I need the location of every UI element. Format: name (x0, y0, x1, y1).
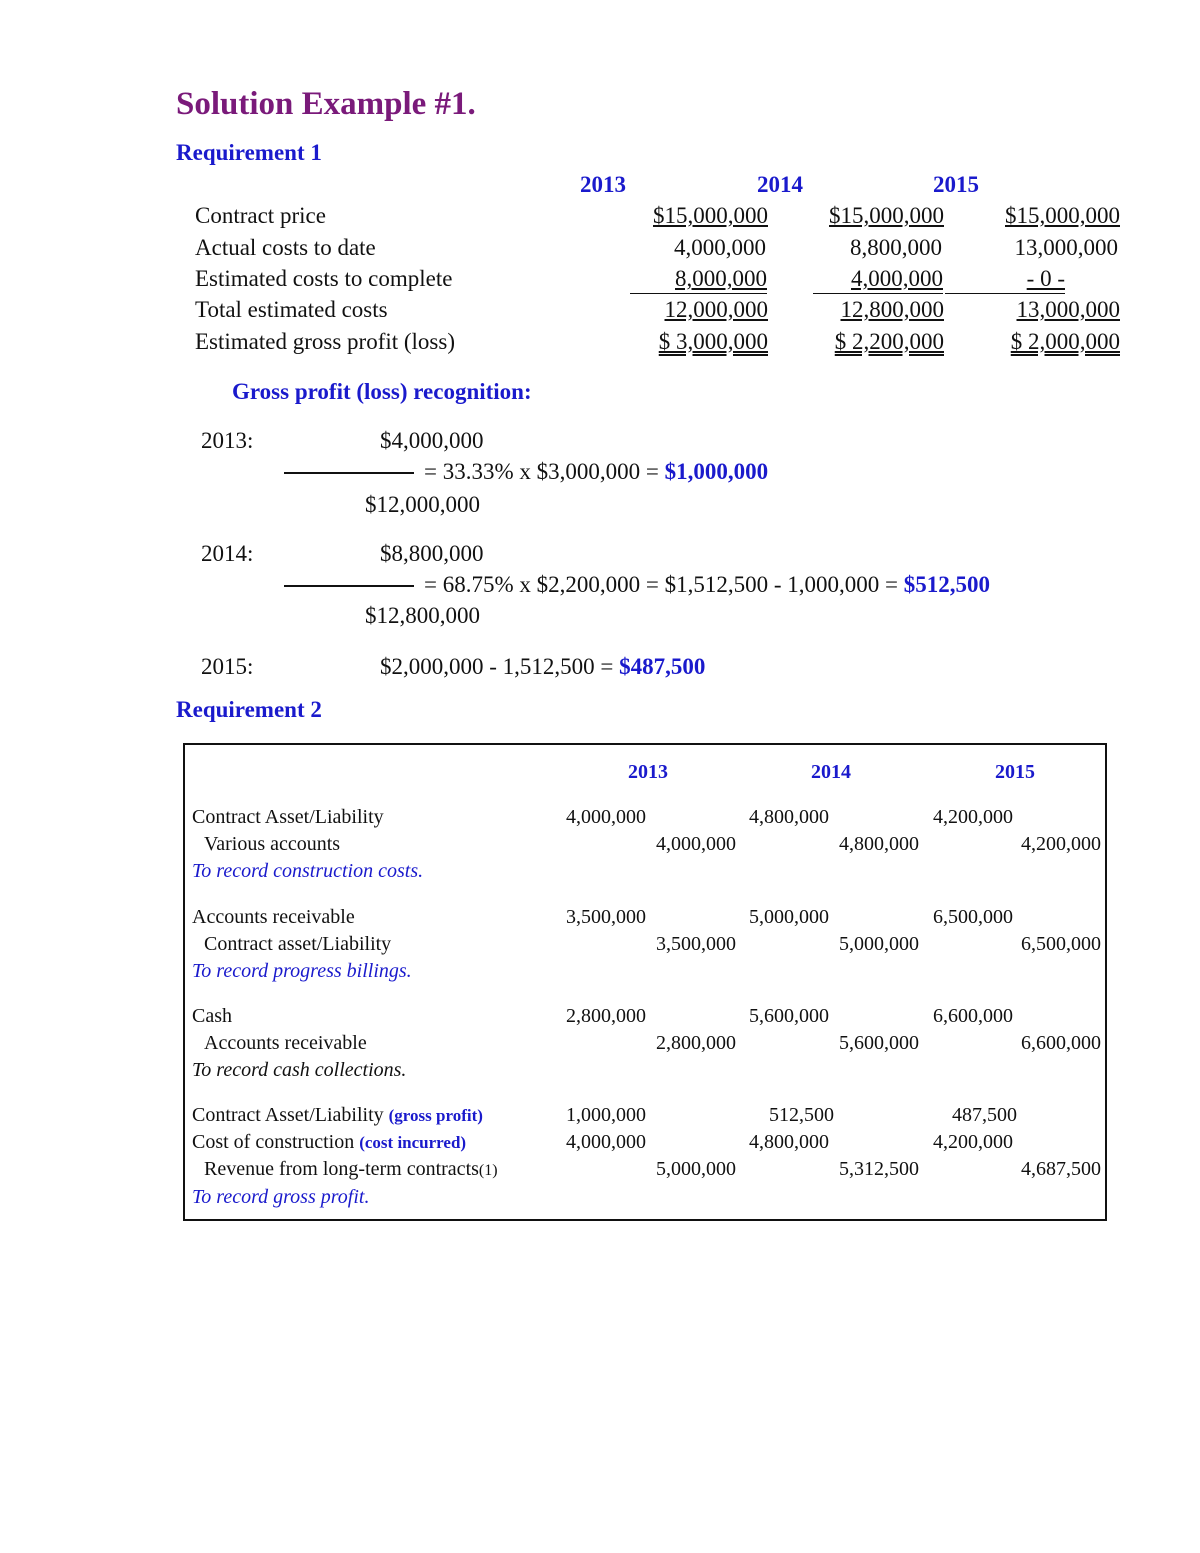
entry-debit-value: 3,500,000 (566, 906, 646, 928)
gp-2013-label: 2013: (201, 428, 254, 453)
req1-cell: 8,000,000 (675, 266, 767, 291)
req2-year-2014: 2014 (811, 761, 851, 783)
gp-2014-fraction-line (284, 585, 414, 587)
entry-credit-value: 4,000,000 (656, 833, 736, 855)
entry-credit-value: 4,800,000 (839, 833, 919, 855)
gp-2014-denominator: $12,800,000 (365, 603, 480, 628)
gp-entry-debit2-value: 4,200,000 (933, 1131, 1013, 1153)
gp-2013-numerator: $4,000,000 (380, 428, 484, 453)
gp-entry-credit-note: (1) (478, 1162, 498, 1179)
entry-debit-value: 5,000,000 (749, 906, 829, 928)
req1-cell: $15,000,000 (653, 203, 768, 228)
req1-cell: 4,000,000 (851, 266, 943, 291)
journal-entries-box (183, 743, 1107, 1221)
page-title: Solution Example #1. (176, 86, 476, 122)
req1-cell: - 0 - (1026, 266, 1065, 291)
gp-entry-debit1 (192, 1104, 483, 1127)
gp-2014-expression (424, 572, 990, 598)
gp-entry-credit-account: Revenue from long-term contracts (204, 1158, 479, 1180)
gp-entry-debit1-account: Contract Asset/Liability (192, 1104, 384, 1126)
entry-debit-account: Accounts receivable (192, 906, 355, 928)
gp-2013-fraction-line (284, 472, 414, 474)
req1-cell: 12,800,000 (840, 297, 944, 322)
req1-row-label: Estimated costs to complete (195, 266, 453, 291)
req1-cell: 12,000,000 (664, 297, 768, 322)
gp-entry-debit1-value: 512,500 (769, 1104, 834, 1126)
entry-credit-value: 3,500,000 (656, 933, 736, 955)
entry-debit-value: 6,600,000 (933, 1005, 1013, 1027)
gp-entry-credit-value: 5,000,000 (656, 1158, 736, 1180)
entry-debit-value: 4,200,000 (933, 806, 1013, 828)
gp-entry-debit1-value: 487,500 (952, 1104, 1017, 1126)
entry-memo: To record progress billings. (192, 960, 412, 982)
req1-cell: $15,000,000 (829, 203, 944, 228)
gp-2015-expr-text: $2,000,000 - 1,512,500 = (380, 654, 620, 679)
gp-2013-expr-text: = 33.33% x $3,000,000 = (424, 459, 665, 484)
entry-credit-value: 2,800,000 (656, 1032, 736, 1054)
gp-2014-numerator: $8,800,000 (380, 541, 484, 566)
entry-credit-account: Accounts receivable (204, 1032, 367, 1054)
entry-debit-value: 2,800,000 (566, 1005, 646, 1027)
requirement-1-heading: Requirement 1 (176, 140, 322, 165)
req1-cell: 4,000,000 (674, 235, 766, 260)
entry-debit-account: Cash (192, 1005, 232, 1027)
gp-entry-debit1-note: (gross profit) (388, 1106, 483, 1125)
req1-cell: $ 3,000,000 (658, 329, 768, 354)
gp-entry-credit (204, 1158, 498, 1181)
gp-2014-label: 2014: (201, 541, 254, 566)
entry-credit-account: Various accounts (204, 833, 341, 855)
gp-2013-result: $1,000,000 (664, 459, 769, 484)
entry-credit-value: 6,600,000 (1021, 1032, 1101, 1054)
entry-debit-value: 4,800,000 (749, 806, 829, 828)
gp-entry-credit-value: 4,687,500 (1021, 1158, 1101, 1180)
entry-debit-account: Contract Asset/Liability (192, 806, 384, 828)
req1-cell: $15,000,000 (1005, 203, 1120, 228)
requirement-2-heading: Requirement 2 (176, 697, 322, 722)
gp-entry-debit2-account: Cost of construction (192, 1131, 355, 1153)
gp-2015-expression (380, 654, 705, 680)
req1-row-label: Estimated gross profit (loss) (195, 329, 455, 354)
gp-2014-expr-text: = 68.75% x $2,200,000 = $1,512,500 - 1,000,000 = (424, 572, 904, 597)
req1-cell: 8,800,000 (850, 235, 942, 260)
gp-entry-debit1-value: 1,000,000 (566, 1104, 646, 1126)
req1-cell: $ 2,000,000 (1010, 329, 1120, 354)
entry-credit-value: 6,500,000 (1021, 933, 1101, 955)
gp-2014-result: $512,500 (903, 572, 990, 597)
req2-year-2015: 2015 (995, 761, 1035, 783)
gp-2013-expression (424, 459, 768, 485)
req1-year-2015: 2015 (933, 172, 979, 197)
gross-profit-heading: Gross profit (loss) recognition: (232, 379, 532, 404)
entry-credit-account: Contract asset/Liability (204, 933, 392, 955)
req1-year-2014: 2014 (757, 172, 803, 197)
entry-credit-value: 4,200,000 (1021, 833, 1101, 855)
gp-entry-debit2-value: 4,000,000 (566, 1131, 646, 1153)
req1-cell: 13,000,000 (1014, 235, 1118, 260)
gp-entry-credit-value: 5,312,500 (839, 1158, 919, 1180)
req1-row-label: Actual costs to date (195, 235, 376, 260)
req1-cell: 13,000,000 (1016, 297, 1120, 322)
gp-2015-label: 2015: (201, 654, 254, 679)
entry-debit-value: 4,000,000 (566, 806, 646, 828)
entry-credit-value: 5,000,000 (839, 933, 919, 955)
req1-row-label: Total estimated costs (195, 297, 388, 322)
entry-debit-value: 5,600,000 (749, 1005, 829, 1027)
gp-2013-denominator: $12,000,000 (365, 492, 480, 517)
entry-memo: To record construction costs. (192, 860, 424, 882)
entry-debit-value: 6,500,000 (933, 906, 1013, 928)
gp-entry-debit2-note: (cost incurred) (359, 1133, 467, 1152)
req2-year-2013: 2013 (628, 761, 668, 783)
req1-cell: $ 2,200,000 (834, 329, 944, 354)
gp-entry-debit2 (192, 1131, 466, 1154)
gp-entry-debit2-value: 4,800,000 (749, 1131, 829, 1153)
gp-entry-memo: To record gross profit. (192, 1186, 370, 1208)
gp-2015-result: $487,500 (619, 654, 706, 679)
req1-year-2013: 2013 (580, 172, 626, 197)
entry-memo: To record cash collections. (192, 1059, 407, 1081)
req1-row-label: Contract price (195, 203, 326, 228)
entry-credit-value: 5,600,000 (839, 1032, 919, 1054)
